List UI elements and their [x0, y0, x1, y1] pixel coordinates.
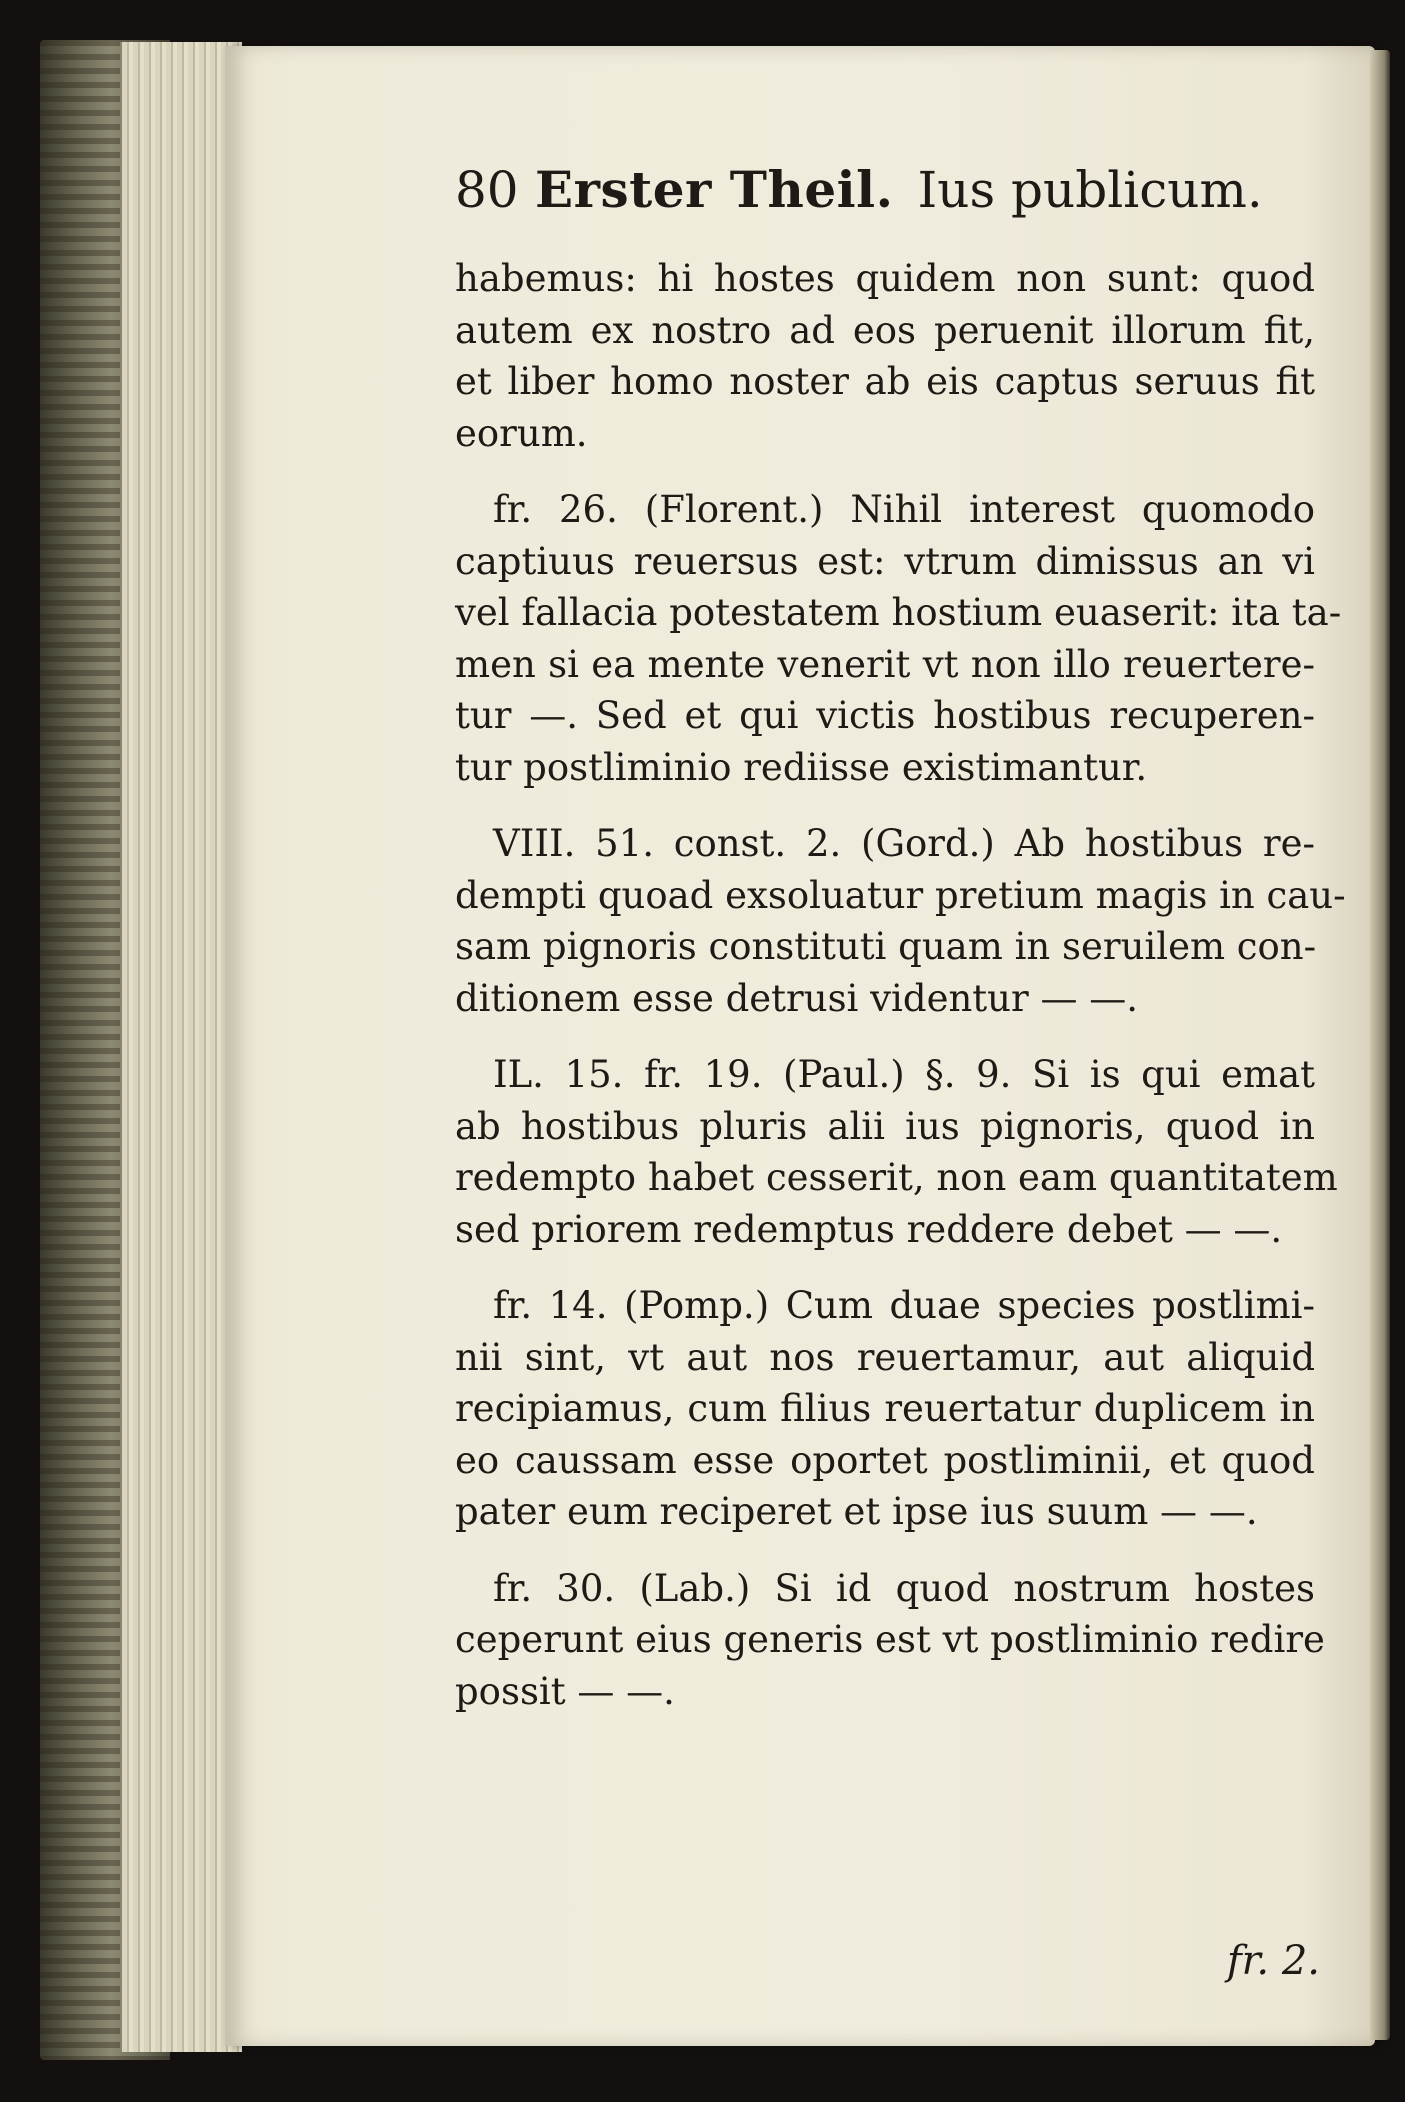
text-line: redempto habet cesserit, non eam quantitatem	[455, 1156, 1338, 1199]
page-stack-edge	[120, 42, 242, 2052]
text-line: captiuus reuersus est: vtrum dimissus an vi	[455, 539, 1315, 583]
text-line: IL. 15. fr. 19. (Paul.) §. 9. Si is qui emat	[493, 1053, 1315, 1096]
paragraph-5	[455, 1280, 1315, 1538]
paragraph-3	[455, 818, 1346, 1024]
text-line: pater eum reciperet et ipse ius suum — —.	[455, 1490, 1258, 1533]
text-line: VIII. 51. const. 2. (Gord.) Ab hostibus re-	[493, 822, 1315, 865]
text-line: ab hostibus pluris alii ius pignoris, quod in	[455, 1104, 1315, 1148]
text-line: eorum.	[455, 411, 588, 455]
text-line: tur —. Sed et qui victis hostibus recuperen-	[455, 694, 1315, 737]
text-line: recipiamus, cum filius reuertatur duplicem in	[455, 1387, 1315, 1430]
text-line: dempti quoad exsoluatur pretium magis in cau-	[455, 873, 1346, 917]
text-line: tur postliminio rediisse existimantur.	[455, 745, 1148, 789]
text-line: habemus: hi hostes quidem non sunt: quod	[455, 257, 1315, 300]
paragraph-6	[455, 1563, 1325, 1718]
text-line: ditionem esse detrusi videntur — —.	[455, 976, 1138, 1020]
paragraph-1	[455, 253, 1315, 459]
section-title: Ius publicum.	[917, 161, 1263, 219]
text-line: eo caussam esse oportet postliminii, et quod	[455, 1438, 1315, 1482]
paragraph-2	[455, 484, 1342, 793]
text-line: fr. 30. (Lab.) Si id quod nostrum hostes	[493, 1566, 1315, 1610]
text-line: men si ea mente venerit vt non illo reuertere-	[455, 642, 1315, 686]
running-header	[455, 160, 1315, 219]
page-text	[455, 160, 1346, 1742]
text-line: nii sint, vt aut nos reuertamur, aut aliquid	[455, 1335, 1315, 1379]
text-line: vel fallacia potestatem hostium euaserit: ita ta-	[455, 591, 1342, 634]
text-line: possit — —.	[455, 1669, 675, 1713]
text-line: et liber homo noster ab eis captus seruus fit	[455, 360, 1315, 403]
page-number: 80	[455, 161, 519, 219]
text-line: ceperunt eius generis est vt postliminio redire	[455, 1618, 1325, 1661]
part-title: Erster Theil.	[535, 160, 894, 219]
catchword: fr. 2.	[1226, 1938, 1320, 1984]
text-line: fr. 26. (Florent.) Nihil interest quomodo	[493, 488, 1315, 531]
text-line: autem ex nostro ad eos peruenit illorum fit,	[455, 308, 1315, 352]
text-line: sed priorem redemptus reddere debet — —.	[455, 1207, 1283, 1251]
page-fore-edge	[1370, 50, 1390, 2040]
paragraph-4	[455, 1049, 1338, 1255]
text-line: sam pignoris constituti quam in seruilem con-	[455, 925, 1317, 968]
text-line: fr. 14. (Pomp.) Cum duae species postlimi-	[493, 1284, 1315, 1327]
